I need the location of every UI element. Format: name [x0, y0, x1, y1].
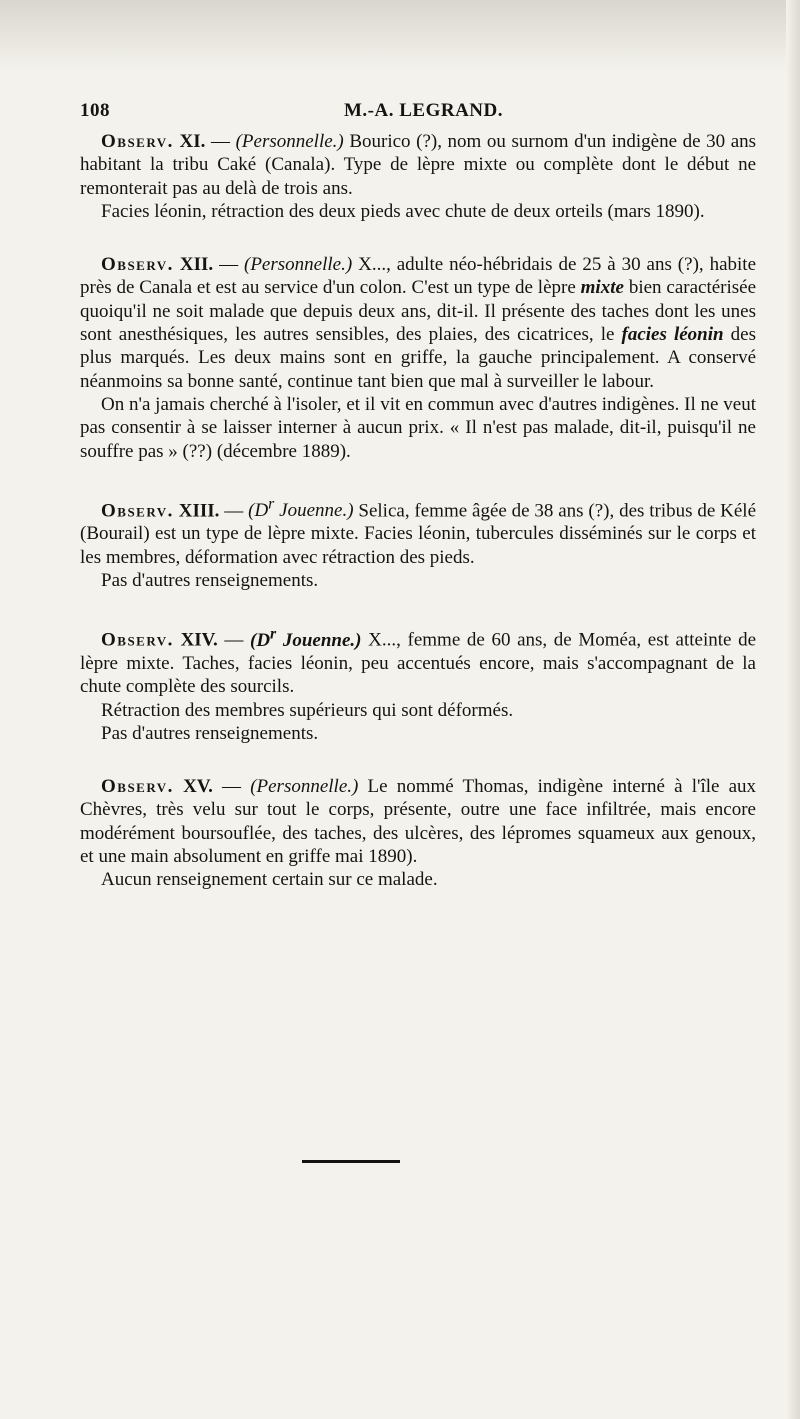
observation-paragraph — [80, 253, 756, 393]
observation-xii — [80, 253, 756, 463]
observation-number: XV. — [183, 776, 213, 798]
observation-text: Selica, femme âgée de 38 ans (?), des tribus de Kélé (Bourail) est un type de lèpre mixte. Facies léonin, tubercules disséminés sur le corps et les membres, déformation avec rétraction des pieds. — [80, 500, 757, 568]
observation-xv — [80, 775, 756, 891]
em-dash: — — [219, 254, 239, 276]
observation-xiv — [80, 622, 756, 745]
observation-paragraph: Facies léonin, rétraction des deux pieds avec chute de deux orteils (mars 1890). — [101, 200, 705, 222]
observation-paragraph: Pas d'autres renseignements. — [101, 570, 319, 592]
observation-label: Observ. — [101, 776, 174, 798]
running-title: M.-A. LEGRAND. — [344, 100, 503, 121]
observation-label: Observ. — [101, 500, 174, 522]
observation-label: Observ. — [101, 629, 174, 651]
observation-number: XI. — [179, 131, 206, 152]
observation-xi — [80, 130, 756, 223]
observation-number: XIV. — [180, 629, 218, 651]
observation-text: Bourico (?), nom ou surnom d'un indigène de 30 ans habitant la tribu Caké (Canala). Type de lèpre mixte ou complète dont le début ne remonterait pas au delà de trois ans. — [80, 131, 757, 199]
observation-text: X..., adulte néo-hébridais de 25 à 30 ans (?), habite près de Canala et est au service d'un colon. C'est un type de lèpre — [80, 254, 757, 299]
observation-label: Observ. — [101, 254, 174, 276]
observation-xiii — [80, 493, 756, 593]
running-header — [80, 100, 756, 130]
observation-number: XIII. — [178, 500, 220, 522]
page-number: 108 — [80, 100, 110, 121]
observation-paragraph — [80, 130, 756, 200]
observation-number: XII. — [179, 254, 214, 276]
em-dash: — — [224, 629, 244, 651]
page-content — [80, 100, 756, 922]
observation-paragraph: On n'a jamais cherché à l'isoler, et il vit en commun avec d'autres indigènes. Il ne veut pas consentir à se laisser interner à aucun prix. « Il n'est pas malade, dit-il, puisqu'il ne souffre pas » (??) (décembre 1889). — [80, 393, 756, 462]
observation-text: des plus marqués. Les deux mains sont en griffe, la gauche principalement. A conservé néanmoins sa bonne santé, continue tant bien que mal à surveiller le labour. — [80, 324, 756, 392]
observation-source: (Personnelle.) — [244, 254, 353, 276]
observation-text: X..., femme de 60 ans, de Moméa, est atteinte de lèpre mixte. Taches, facies léonin, peu accentués encore, mais s'accompagnant de la chute complète des sourcils. — [80, 629, 757, 698]
observation-source: (Personnelle.) — [250, 776, 359, 798]
page-right-shadow — [786, 0, 800, 1419]
observation-paragraph: Aucun renseignement certain sur ce malade. — [101, 869, 438, 891]
observation-source: ($D^r$ Jouenne.) — [249, 625, 362, 651]
observation-label: Observ. — [101, 131, 174, 152]
em-dash: — — [210, 131, 230, 152]
observation-source: ($D^r$ Jouenne.) — [248, 495, 354, 522]
page-top-shadow — [0, 0, 800, 70]
observation-paragraph — [80, 775, 756, 868]
section-end-rule — [302, 1160, 400, 1163]
observation-paragraph: Rétraction des membres supérieurs qui sont déformés. — [101, 699, 514, 721]
observation-text: bien caractérisée quoiqu'il ne soit malade que depuis deux ans, dit-il. Il présente des taches dont les unes sont anesthésiques, les autres sensibles, des plaies, des cicatrices, le — [80, 277, 757, 346]
emphasis-mixte: mixte — [580, 277, 624, 299]
em-dash: — — [224, 500, 244, 522]
observation-text: Le nommé Thomas, indigène interné à l'île aux Chèvres, très velu sur tout le corps, présente, outre une face infiltrée, mais encore modérément boursouflée, des taches, des ulcères, des lépromes squameux aux genoux, et une main absolument en griffe mai 1890). — [80, 776, 757, 868]
em-dash: — — [222, 776, 242, 798]
observation-paragraph: Pas d'autres renseignements. — [101, 722, 319, 744]
observation-source: (Personnelle.) — [235, 131, 344, 152]
observation-paragraph — [80, 493, 756, 569]
observation-paragraph — [80, 622, 756, 698]
emphasis-facies-leonin: facies léonin — [621, 324, 724, 346]
